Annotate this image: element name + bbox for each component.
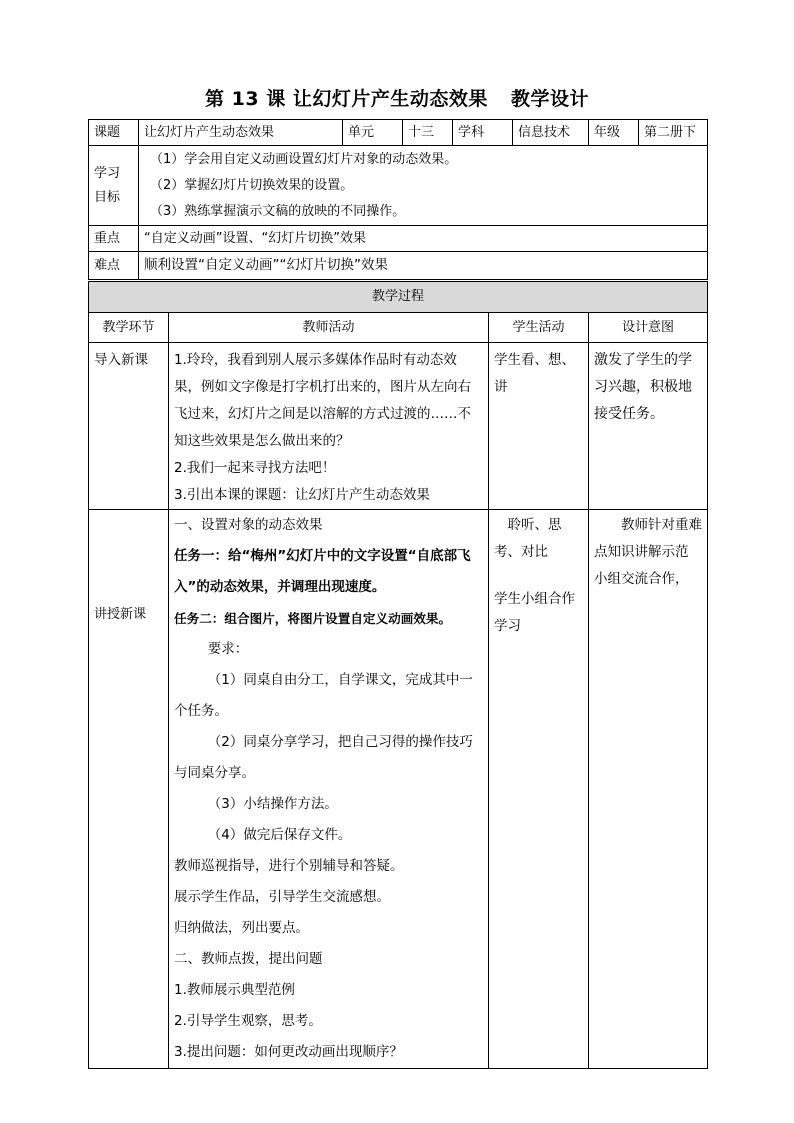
intro-stage-label: 导入新课 <box>94 352 148 368</box>
title-suffix: 教学设计 <box>510 88 589 110</box>
lecture-paragraph: 展示学生作品，引导学生交流感想。 <box>174 889 390 905</box>
lecture-task-2: 任务二：组合图片，将图片设置自定义动画效果。 <box>174 611 452 626</box>
lecture-heading-2: 二、教师点拨，提出问题 <box>174 951 323 967</box>
process-title: 教学过程 <box>89 282 708 313</box>
lecture-stage-label: 讲授新课 <box>94 607 147 622</box>
key-label: 重点 <box>89 226 139 252</box>
lecture-task-1: 任务一：给“梅州”幻灯片中的文字设置“自底部飞入”的动态效果，并调理出现速度。 <box>174 548 471 595</box>
intro-intent <box>589 343 708 510</box>
intro-student <box>489 343 589 510</box>
grade-value: 第二册下 <box>639 120 708 146</box>
lecture-intent-text: 小组交流合作， <box>594 571 689 587</box>
process-table <box>88 281 708 1069</box>
lecture-step: 3.提出问题：如何更改动画出现顺序？ <box>174 1044 403 1060</box>
unit-value: 十三 <box>403 120 453 146</box>
subject-value: 信息技术 <box>513 120 589 146</box>
lecture-intent-text: 教师针对重难点知识讲解示范 <box>594 517 702 560</box>
lecture-step: 2.引导学生观察，思考。 <box>174 1013 322 1029</box>
goals-list <box>139 146 708 226</box>
lecture-step: 1.教师展示典型范例 <box>174 982 295 998</box>
goals-label <box>89 146 139 226</box>
lecture-req-item: （4）做完后保存文件。 <box>207 827 352 843</box>
intro-teacher-line: 2.我们一起来寻找方法吧！ <box>174 460 336 476</box>
goal-item: （1）学会用自定义动画设置幻灯片对象的动态效果。 <box>150 151 458 167</box>
lecture-paragraph: 归纳做法，列出要点。 <box>174 920 309 936</box>
intro-stage <box>89 343 169 510</box>
goals-label-line-2: 目标 <box>94 189 121 205</box>
lecture-student <box>489 510 589 1069</box>
page-title <box>0 84 794 111</box>
intro-teacher-line: 1.玲玲，我看到别人展示多媒体作品时有动态效果，例如文字像是打字机打出来的，图片从左向右飞过来，幻灯片之间是以溶解的方式过渡的……不知这些效果是怎么做出来的？ <box>174 352 471 449</box>
lecture-stage <box>89 510 169 1069</box>
lecture-req-item: （3）小结操作方法。 <box>207 796 338 812</box>
intro-student-text: 学生看、想、讲 <box>494 352 575 395</box>
intro-teacher <box>169 343 489 510</box>
lecture-student-text: 聆听、思考、对比 <box>494 517 562 560</box>
goal-item: （3）熟练掌握演示文稿的放映的不同操作。 <box>150 203 406 219</box>
lecture-requirements: 要求： <box>207 641 249 657</box>
difficult-label: 难点 <box>89 252 139 280</box>
unit-label: 单元 <box>343 120 403 146</box>
goal-item: （2）掌握幻灯片切换效果的设置。 <box>150 177 354 193</box>
intro-teacher-line: 3.引出本课的课题：让幻灯片产生动态效果 <box>174 487 430 503</box>
topic-value: 让幻灯片产生动态效果 <box>139 120 343 146</box>
header-stage: 教学环节 <box>89 313 169 343</box>
lecture-teacher <box>169 510 489 1069</box>
lesson-title: 第 13 课 让幻灯片产生动态效果 <box>205 88 488 110</box>
intro-intent-text: 激发了学生的学习兴趣，积极地接受任务。 <box>594 352 692 422</box>
lesson-info-table <box>88 119 708 280</box>
grade-label: 年级 <box>589 120 639 146</box>
difficult-value: 顺利设置“自定义动画”“幻灯片切换”效果 <box>139 252 708 280</box>
goals-label-line-1: 学习 <box>94 165 121 181</box>
lecture-heading-1: 一、设置对象的动态效果 <box>174 517 323 533</box>
lecture-req-item: （2）同桌分享学习，把自己习得的操作技巧与同桌分享。 <box>174 734 473 781</box>
header-intent: 设计意图 <box>589 313 708 343</box>
header-teacher: 教师活动 <box>169 313 489 343</box>
header-student: 学生活动 <box>489 313 589 343</box>
lecture-req-item: （1）同桌自由分工，自学课文，完成其中一个任务。 <box>174 672 473 719</box>
lecture-paragraph: 教师巡视指导，进行个别辅导和答疑。 <box>174 858 404 874</box>
topic-label: 课题 <box>89 120 139 146</box>
lecture-intent <box>589 510 708 1069</box>
key-value: “自定义动画”设置、“幻灯片切换”效果 <box>139 226 708 252</box>
lecture-student-text: 学生小组合作学习 <box>494 591 575 634</box>
subject-label: 学科 <box>453 120 513 146</box>
